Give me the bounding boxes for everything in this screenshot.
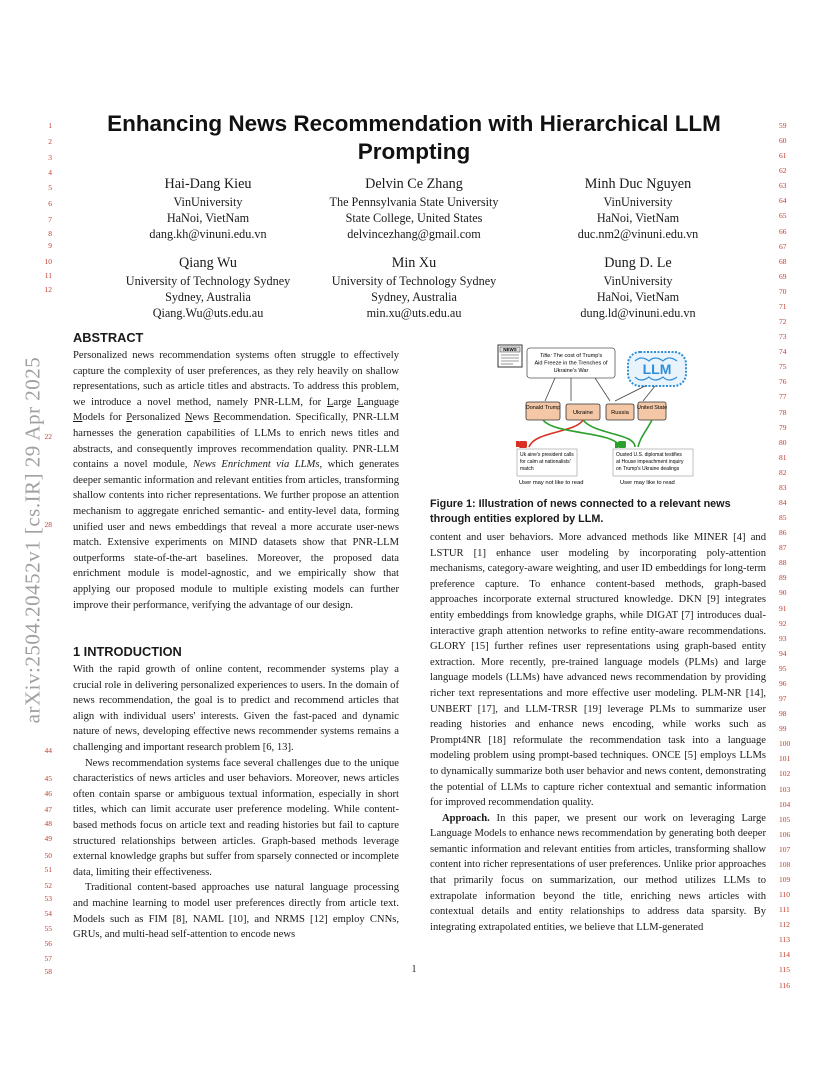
line-number: 10	[44, 257, 52, 266]
arxiv-id: arXiv:2504.20452v1 [cs.IR] 29 Apr 2025	[20, 356, 45, 724]
abstract-body	[73, 348, 399, 613]
newspaper-icon	[498, 345, 522, 367]
line-number: 106	[779, 829, 791, 839]
abstract-text: anguage	[363, 396, 400, 408]
right-news-line: on Trump's Ukraine dealings	[616, 466, 680, 472]
line-number: 88	[779, 558, 787, 568]
left-news-tag: User may not like to read	[519, 480, 584, 486]
line-number: 115	[779, 965, 790, 975]
line-number: 99	[779, 724, 787, 734]
figure-caption: Figure 1: Illustration of news connected to a relevant news through entities explored by LLM.	[430, 498, 731, 525]
left-news-line: for calm at nationalists'	[520, 459, 571, 465]
right-news-box	[613, 449, 693, 486]
right-news-line: at House impeachment inquiry	[616, 459, 684, 465]
author-affiliation: University of Technology Sydney	[125, 274, 291, 288]
intro-body	[73, 662, 399, 943]
abstract-text: , which generates deeper semantic information and relevant entities from articles, transforming shallow contents into richer representations. We further propose an attention mechanism to aggregate enriched semantic- and entity-level data, forming unified user and news embeddings that reveal a more accurate user-news match. Extensive experiments on MIND datasets show that PNR-LLM outperforms state-of-the-art baselines. Moreover, the proposed data enrichment module is model-agnostic, and we empirically show that applying our proposed module to multiple existing models can further improve their performance, verifying the advantage of our design.	[73, 459, 399, 611]
entity-united-state	[637, 402, 667, 420]
line-number: 105	[779, 814, 791, 824]
entity-label: Ukraine	[573, 410, 593, 416]
line-number: 112	[779, 920, 790, 930]
left-news-line: match	[520, 466, 534, 472]
line-number: 111	[779, 905, 790, 915]
headline-prefix: Title:	[539, 353, 552, 359]
author-block	[299, 254, 529, 321]
line-number: 70	[779, 286, 787, 296]
author-email: duc.nm2@vinuni.edu.vn	[577, 227, 699, 241]
author-email: min.xu@uts.edu.au	[366, 306, 462, 320]
page-number: 1	[411, 964, 417, 975]
body-paragraph	[430, 811, 766, 936]
thumbs-down-icon	[516, 441, 527, 448]
author-location: Sydney, Australia	[165, 290, 251, 304]
line-number: 54	[44, 909, 52, 918]
line-number: 81	[779, 452, 787, 462]
line-number: 8	[48, 229, 52, 238]
line-number: 6	[48, 199, 52, 208]
abstract-acronym-letter: L	[357, 396, 364, 408]
author-email: dung.ld@vinuni.edu.vn	[580, 306, 696, 320]
llm-brain-icon	[628, 352, 686, 386]
line-number: 83	[779, 482, 787, 492]
line-number: 93	[779, 633, 787, 643]
line-number: 4	[48, 168, 52, 177]
line-number: 75	[779, 362, 787, 372]
right-column-body	[430, 530, 766, 935]
abstract-heading: ABSTRACT	[73, 330, 144, 345]
abstract-text: . Specifically, PNR-LLM harnesses the generation capabilities of LLMs to enrich news titles and abstracts, and consequently improves recommendation quality. PNR-LLM contains a novel module,	[73, 412, 400, 471]
abstract-acronym-letter: L	[326, 396, 334, 408]
line-number: 1	[48, 121, 52, 130]
line-number: 65	[779, 211, 787, 221]
line-number: 64	[779, 196, 787, 206]
abstract-acronym-letter: M	[73, 412, 83, 424]
line-number: 102	[779, 769, 791, 779]
author-affiliation: VinUniversity	[603, 195, 673, 209]
line-number: 86	[779, 528, 787, 538]
line-number: 82	[779, 467, 787, 477]
abstract-text: ews	[192, 412, 214, 424]
thumbs-up-icon	[615, 441, 626, 448]
line-number: 2	[48, 137, 52, 146]
line-number: 98	[779, 709, 787, 719]
line-number: 95	[779, 663, 787, 673]
line-number: 72	[779, 317, 787, 327]
abstract-text: odels for	[82, 412, 127, 424]
author-email: Qiang.Wu@uts.edu.au	[152, 306, 264, 320]
entity-label: Russia	[611, 410, 629, 416]
green-link	[543, 420, 620, 447]
author-location: HaNoi, VietNam	[596, 290, 680, 304]
abstract-module-name: News Enrichment via LLMs	[192, 459, 320, 471]
author-location: HaNoi, VietNam	[166, 211, 250, 225]
line-number: 67	[779, 241, 787, 251]
intro-heading: 1 INTRODUCTION	[73, 644, 182, 659]
line-number: 66	[779, 226, 787, 236]
author-email: dang.kh@vinuni.edu.vn	[149, 227, 267, 241]
headline-text: The cost of Trump's	[551, 353, 603, 359]
line-number: 46	[44, 789, 52, 798]
line-number: 91	[779, 603, 787, 613]
line-number: 68	[779, 256, 787, 266]
line-number: 84	[779, 498, 787, 507]
line-number: 113	[779, 935, 790, 945]
line-number: 80	[779, 437, 787, 447]
line-number: 78	[779, 407, 787, 417]
line-number: 79	[779, 422, 787, 432]
author-affiliation: VinUniversity	[603, 274, 673, 288]
author-block	[304, 175, 524, 242]
llm-label: LLM	[642, 361, 672, 377]
author-name: Qiang Wu	[179, 255, 237, 271]
paper-title: Enhancing News Recommendation with Hierarchical LLM Prompting	[107, 111, 721, 164]
line-number: 58	[44, 967, 52, 976]
line-number: 48	[44, 819, 52, 828]
line-number: 90	[779, 588, 787, 598]
line-number: 100	[779, 739, 791, 749]
line-number: 73	[779, 332, 787, 342]
approach-heading: Approach.	[442, 812, 490, 824]
abstract-text: ecommendation	[220, 412, 289, 424]
line-number: 110	[779, 890, 790, 900]
figure-illustration	[495, 343, 701, 489]
green-link	[638, 420, 652, 447]
right-news-line: Ousted U.S. diplomat testifies	[616, 452, 682, 458]
line-number: 59	[779, 121, 787, 130]
headline-line: Aid Freeze in the Trenches of	[534, 360, 608, 367]
author-affiliation: The Pennsylvania State University	[329, 195, 499, 209]
headline-line: Ukraine's War	[553, 368, 589, 374]
line-number: 22	[44, 432, 52, 441]
line-number: 12	[44, 285, 52, 294]
line-number: 52	[44, 881, 52, 890]
line-number: 63	[779, 181, 787, 191]
news-label: NEWS	[503, 347, 517, 352]
line-number: 74	[779, 347, 787, 357]
line-number: 104	[779, 799, 791, 809]
line-number: 44	[44, 746, 52, 755]
entity-russia	[606, 404, 634, 420]
line-number: 51	[44, 865, 52, 874]
entity-donald-trump	[526, 402, 561, 420]
line-number: 69	[779, 271, 787, 281]
line-number: 50	[44, 851, 52, 860]
line-number: 53	[44, 894, 52, 903]
line-number: 101	[779, 754, 791, 764]
author-name: Minh Duc Nguyen	[584, 176, 692, 192]
line-number: 3	[48, 153, 52, 162]
line-number: 49	[44, 834, 52, 843]
left-news-box	[517, 449, 583, 486]
line-number: 116	[779, 980, 790, 990]
line-number: 107	[779, 844, 791, 854]
line-number: 103	[779, 784, 791, 794]
red-link	[529, 420, 583, 447]
figure-1	[495, 343, 701, 489]
author-name: Delvin Ce Zhang	[365, 176, 463, 192]
entity-label: United State	[636, 405, 668, 411]
author-block	[93, 254, 323, 321]
line-number: 45	[44, 774, 52, 783]
line-number: 61	[779, 151, 787, 161]
line-number: 85	[779, 513, 787, 523]
line-number: 96	[779, 678, 787, 688]
headline-line	[540, 353, 603, 359]
approach-text: In this paper, we present our work on leveraging Large Language Models to enhance news recommendation by generating both deeper semantic information and relevant entities from articles, transforming shallow content into richer representations of user preferences. Unlike prior approaches that primarily focus on summarization, our method utilizes LLMs to extrapolate information beyond the title, enriching news articles with contextual details and entity relationships to address data sparsity. By integrating extrapolated entities, we believe that LLM-generated	[430, 812, 766, 933]
author-block	[118, 175, 298, 242]
abstract-acronym-letter: P	[126, 412, 133, 424]
author-block	[528, 254, 748, 321]
abstract-acronym-letter: R	[213, 412, 221, 424]
arxiv-stamp	[20, 305, 46, 775]
line-number: 57	[44, 954, 52, 963]
author-affiliation: VinUniversity	[173, 195, 243, 209]
author-location: HaNoi, VietNam	[596, 211, 680, 225]
line-number: 94	[779, 648, 787, 658]
author-name: Min Xu	[391, 255, 437, 271]
line-number: 92	[779, 618, 787, 628]
line-number: 55	[44, 924, 52, 933]
line-number: 109	[779, 875, 791, 884]
line-number: 5	[48, 183, 52, 192]
author-location: Sydney, Australia	[371, 290, 457, 304]
author-name: Dung D. Le	[604, 255, 672, 271]
line-number: 60	[779, 136, 787, 146]
abstract-text: arge	[333, 396, 358, 408]
line-number: 11	[44, 271, 52, 280]
entity-ukraine	[566, 404, 600, 420]
intro-paragraph: Traditional content-based approaches use natural language processing and machine learning to model user preferences directly from article text. Models such as FIM [8], NAML [10], and NRMS [12] employ CNNs, GRUs, and multi-head self-attention to encode news	[73, 882, 399, 941]
intro-paragraph: With the rapid growth of online content, recommender systems play a crucial role in delivering personalized experiences to users. In the domain of news recommendation, the goal is to predict and recommend articles that align with individual users' interests. Given the fast-paced and dynamic nature of news, developing effective news recommender systems remains a challenging and important research problem [6, 13].	[73, 664, 399, 753]
author-name: Hai-Dang Kieu	[164, 176, 252, 192]
author-affiliation: University of Technology Sydney	[331, 274, 497, 288]
line-number: 114	[779, 950, 790, 960]
line-number: 56	[44, 939, 52, 948]
line-number: 62	[779, 166, 787, 176]
line-number: 47	[44, 805, 52, 814]
line-number: 77	[779, 392, 787, 402]
abstract-acronym-letter: N	[184, 412, 193, 424]
line-number: 28	[44, 520, 52, 529]
body-paragraph: content and user behaviors. More advanced methods like MINER [4] and LSTUR [1] enhance user modeling by incorporating poly-attention mechanisms, category-aware weighting, and user ID embeddings for long-term preference capture. To enhance content-based methods, graph-based approaches incorporate external structured knowledge. DKN [9] integrates entity embeddings from knowledge graphs, while DIGAT [7] introduces dual-interactive graph attention networks to refine entity-aware recommendations. GLORY [15] further refines user representations using graph-based entity extraction. More recently, pre-trained language models (PLMs) and large language models (LLMs) have advanced news recommendation by providing richer text representations and more effective user modeling. PLM-NR [14], UNBERT [17], and LLM-TRSR [19] leverage PLMs to summarize user reading histories and enhance news encoding, while works such as Prompt4NR [18] reformulate the recommendation task into a language modeling problem using prompt-based techniques. ONCE [5] employs LLMs to dynamically summarize both user behavior and news content, demonstrating the potential of LLMs to capture richer contextual and semantic information for improved recommendation quality.	[430, 532, 766, 809]
author-location: State College, United States	[345, 211, 483, 225]
abstract-text: ersonalized	[132, 412, 181, 424]
line-number: 9	[48, 241, 52, 250]
headline-box	[527, 348, 615, 378]
entity-label: Donald Trump	[525, 405, 561, 411]
line-number: 108	[779, 859, 791, 869]
right-news-tag: User may like to read	[620, 480, 675, 486]
line-number: 89	[779, 573, 787, 583]
line-number: 87	[779, 543, 787, 553]
line-number: 7	[48, 215, 52, 224]
intro-paragraph: News recommendation systems face several challenges due to the unique characteristics of news articles and user behaviors. Moreover, news articles often contain sparse or ambiguous textual information, especially in short titles, which can limit accurate user preference modeling. While content-based methods focus on article text and reading histories but fail to capture structured relationships between articles. Graph-based methods leverage external knowledge graphs but suffer from sparsely connected or incomplete data, limiting their effectiveness.	[73, 757, 399, 878]
line-number: 71	[779, 301, 787, 311]
abstract-text: Personalized news recommendation systems often struggle to effectively capture the complexity of user preferences, as they rely heavily on shallow representations, such as article titles and abstracts. To address this problem, we introduce a novel method, namely PNR-LLM, for	[73, 350, 399, 408]
left-news-line: Uk aine's president calls	[520, 452, 574, 458]
line-number: 97	[779, 694, 787, 704]
line-number: 76	[779, 377, 787, 387]
author-email: delvincezhang@gmail.com	[347, 227, 481, 241]
author-block	[548, 175, 728, 242]
